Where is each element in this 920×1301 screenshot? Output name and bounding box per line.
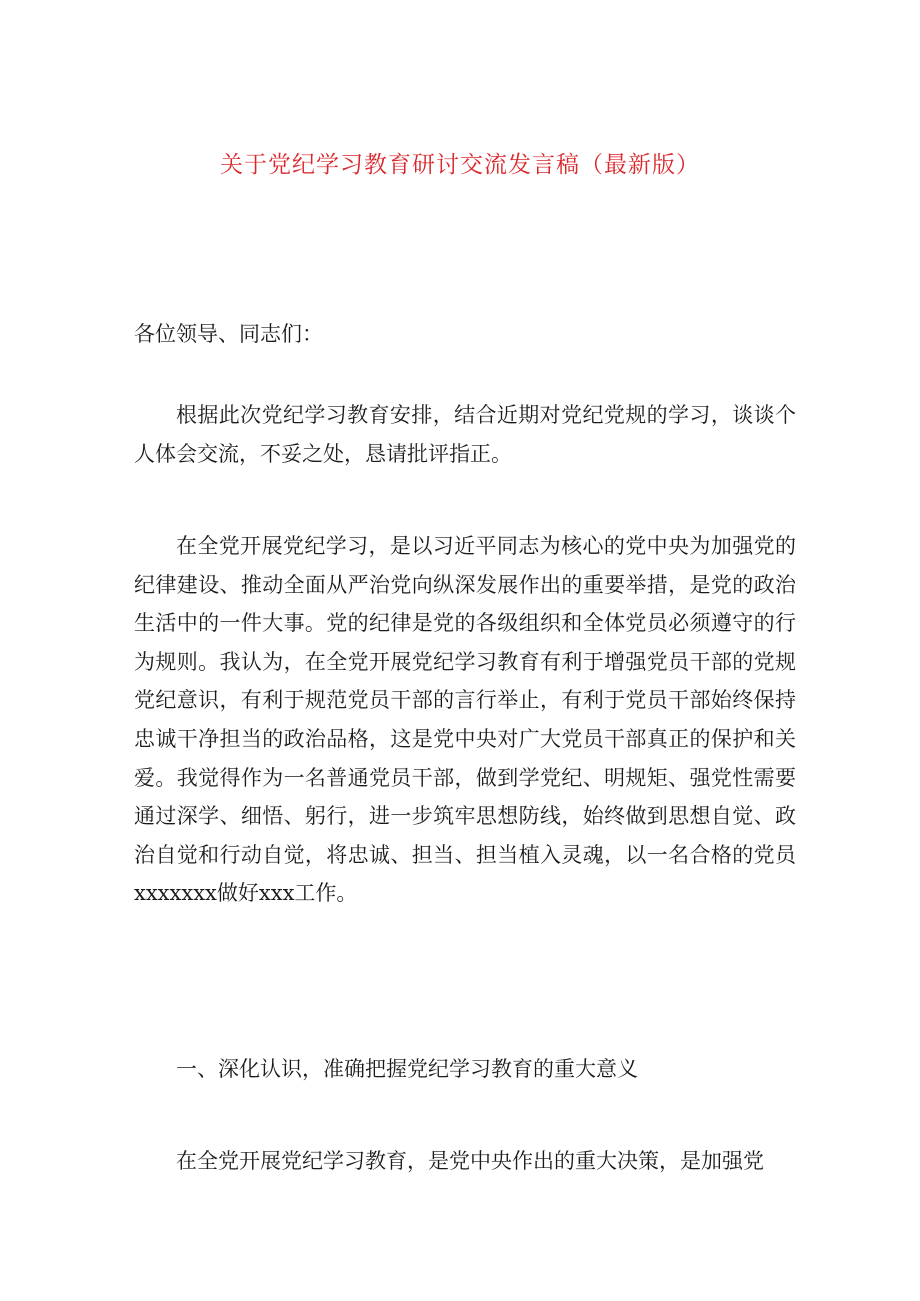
section-paragraph: 在全党开展党纪学习教育，是党中央作出的重大决策，是加强党 [176, 1149, 764, 1173]
paragraph-intro: 根据此次党纪学习教育安排，结合近期对党纪党规的学习，谈谈个人体会交流，不妥之处，恳请批评指正。 [134, 403, 796, 466]
document-title: 关于党纪学习教育研讨交流发言稿（最新版） [220, 152, 700, 178]
paragraph-main: 在全党开展党纪学习，是以习近平同志为核心的党中央为加强党的纪律建设、推动全面从严治党向纵深发展作出的重要举措，是党的政治生活中的一件大事。党的纪律是党的各级组织和全体党员必须遵守的行为规则。我认为，在全党开展党纪学习教育有利于增强党员干部的党规党纪意识，有利于规范党员干部的言行举止，有利于党员干部始终保持忠诚干净担当的政治品格，这是党中央对广大党员干部真正的保护和关爱。我觉得作为一名普通党员干部，做到学党纪、明规矩、强党性需要通过深学、细悟、躬行，进一步筑牢思想防线，始终做到思想自觉、政治自觉和行动自觉，将忠诚、担当、担当植入灵魂，以一名合格的党员xxxxxxx做好xxx工作。 [134, 534, 796, 906]
section-heading: 一、深化认识，准确把握党纪学习教育的重大意义 [176, 1057, 638, 1081]
salutation: 各位领导、同志们： [134, 322, 323, 346]
